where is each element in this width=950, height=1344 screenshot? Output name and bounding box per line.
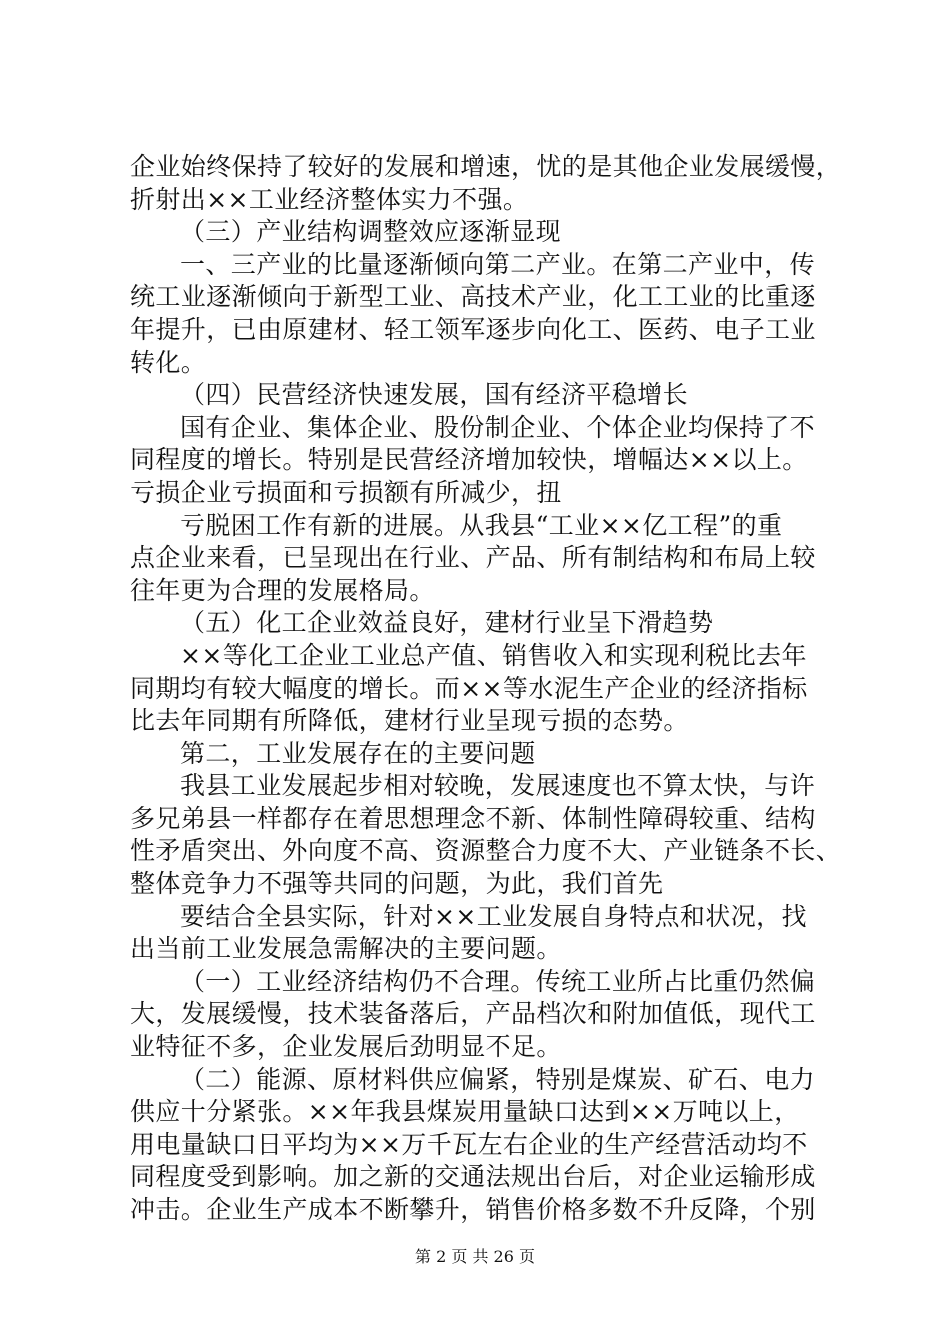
text-line: 亏损企业亏损面和亏损额有所减少，扭 xyxy=(130,477,562,507)
section-heading: 第二，工业发展存在的主要问题 xyxy=(180,738,536,768)
section-heading: （四）民营经济快速发展，国有经济平稳增长 xyxy=(180,380,689,410)
text-line: 业特征不多，企业发展后劲明显不足。 xyxy=(130,1032,562,1062)
text-line: 性矛盾突出、外向度不高、资源整合力度不大、产业链条不长、 xyxy=(130,836,842,866)
text-line: 我县工业发展起步相对较晚，发展速度也不算太快，与许 xyxy=(180,771,816,801)
section-heading: （三）产业结构调整效应逐渐显现 xyxy=(180,217,562,247)
text-line: （一）工业经济结构仍不合理。传统工业所占比重仍然偏 xyxy=(180,966,816,996)
text-line: 年提升，已由原建材、轻工领军逐步向化工、医药、电子工业 xyxy=(130,314,816,344)
text-line: 折射出××工业经济整体实力不强。 xyxy=(130,184,529,214)
text-line: 同期均有较大幅度的增长。而××等水泥生产企业的经济指标 xyxy=(130,673,808,703)
text-line: 亏脱困工作有新的进展。从我县“工业××亿工程”的重 xyxy=(180,510,783,540)
section-heading: （五）化工企业效益良好，建材行业呈下滑趋势 xyxy=(180,608,714,638)
text-line: 整体竞争力不强等共同的问题，为此，我们首先 xyxy=(130,869,664,899)
text-line: 往年更为合理的发展格局。 xyxy=(130,575,435,605)
text-line: 供应十分紧张。××年我县煤炭用量缺口达到××万吨以上， xyxy=(130,1097,800,1127)
text-line: 统工业逐渐倾向于新型工业、高技术产业，化工工业的比重逐 xyxy=(130,282,816,312)
text-line: （二）能源、原材料供应偏紧，特别是煤炭、矿石、电力 xyxy=(180,1064,816,1094)
text-line: 要结合全县实际，针对××工业发展自身特点和状况，找 xyxy=(180,901,807,931)
text-line: 出当前工业发展急需解决的主要问题。 xyxy=(130,934,562,964)
text-line: 企业始终保持了较好的发展和增速，忧的是其他企业发展缓慢， xyxy=(130,152,842,181)
text-line: 冲击。企业生产成本不断攀升，销售价格多数不升反降，个别 xyxy=(130,1195,816,1224)
text-line: 同程度的增长。特别是民营经济增加较快，增幅达××以上。 xyxy=(130,445,808,475)
text-line: 点企业来看，已呈现出在行业、产品、所有制结构和布局上较 xyxy=(130,543,816,573)
page-number: 第 2 页 共 26 页 xyxy=(415,1247,535,1266)
text-line: 一、三产业的比量逐渐倾向第二产业。在第二产业中，传 xyxy=(180,249,816,279)
text-line: 多兄弟县一样都存在着思想理念不新、体制性障碍较重、结构 xyxy=(130,803,816,833)
text-line: 用电量缺口日平均为××万千瓦左右企业的生产经营活动均不 xyxy=(130,1129,808,1159)
text-line: 国有企业、集体企业、股份制企业、个体企业均保持了不 xyxy=(180,412,816,442)
document-body xyxy=(130,151,842,1227)
text-line: 同程度受到影响。加之新的交通法规出台后，对企业运输形成 xyxy=(130,1162,816,1192)
text-line: 转化。 xyxy=(130,347,207,377)
text-line: ××等化工企业工业总产值、销售收入和实现利税比去年 xyxy=(180,640,807,670)
text-line: 比去年同期有所降低，建材行业呈现亏损的态势。 xyxy=(130,706,689,736)
text-line: 大，发展缓慢，技术装备落后，产品档次和附加值低，现代工 xyxy=(130,999,816,1029)
